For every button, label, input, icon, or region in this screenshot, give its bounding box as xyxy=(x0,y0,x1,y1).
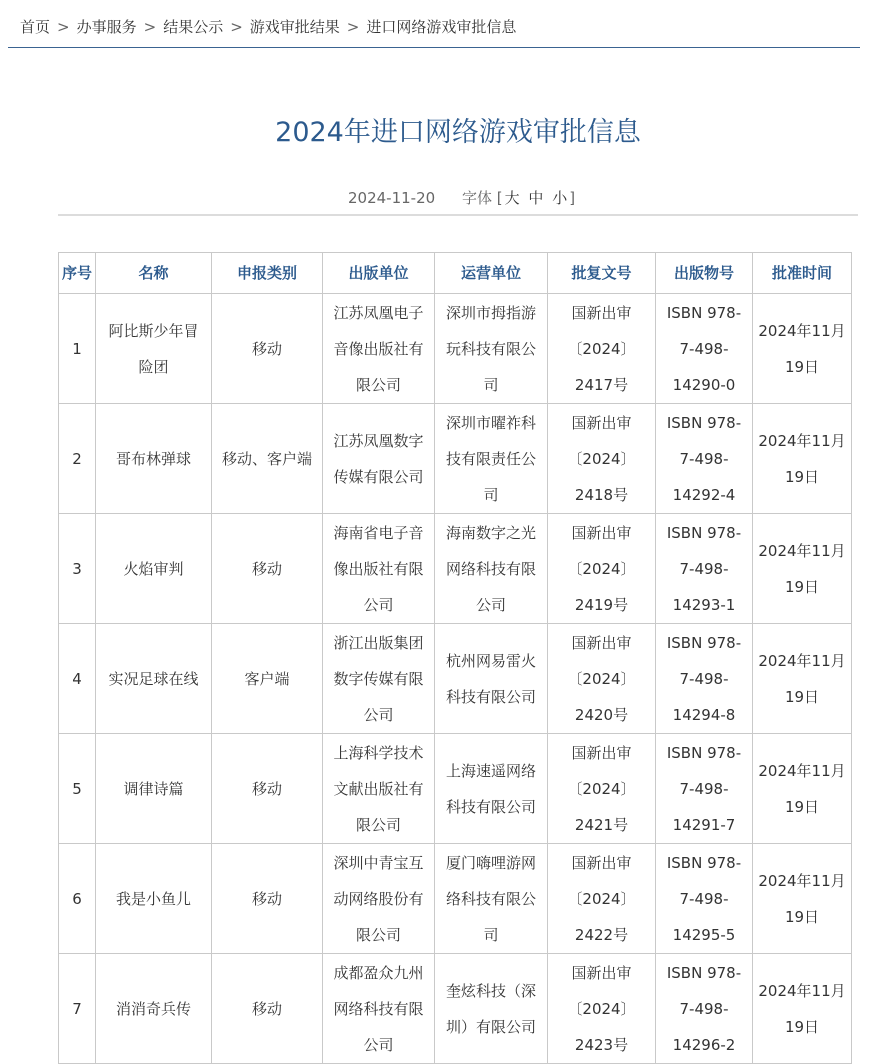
breadcrumb-game-approval-link[interactable]: 游戏审批结果 xyxy=(249,18,340,36)
breadcrumb-separator: > xyxy=(57,18,70,36)
cell-text: 上海速遥网络 科技有限公司 xyxy=(445,761,536,816)
cell-text: 杭州网易雷火 科技有限公司 xyxy=(445,651,536,706)
cell-approval-number xyxy=(548,514,656,624)
cell-publisher xyxy=(323,734,435,844)
cell-text: 深圳市曜祚科 技有限责任公 司 xyxy=(445,413,536,504)
cell-publisher xyxy=(323,624,435,734)
cell-text: 2024年11月 19日 xyxy=(758,871,846,926)
cell-approval-date xyxy=(753,514,852,624)
col-header-approval-date: 批准时间 xyxy=(753,253,852,294)
cell-text: ISBN 978- 7-498- 14292-4 xyxy=(666,413,742,504)
cell-category xyxy=(212,624,323,734)
cell-text: 2024年11月 19日 xyxy=(758,761,846,816)
cell-text: 5 xyxy=(72,779,82,798)
cell-text: 3 xyxy=(72,559,82,578)
breadcrumb-current-page-link[interactable]: 进口网络游戏审批信息 xyxy=(366,18,517,36)
cell-name xyxy=(96,844,212,954)
cell-name xyxy=(96,624,212,734)
cell-text: 2024年11月 19日 xyxy=(758,541,846,596)
col-header-publication-number: 出版物号 xyxy=(656,253,753,294)
table-header-row xyxy=(59,253,852,294)
cell-category xyxy=(212,404,323,514)
breadcrumb-services-link[interactable]: 办事服务 xyxy=(76,18,137,36)
cell-index xyxy=(59,954,96,1064)
cell-approval-number xyxy=(548,844,656,954)
font-size-large-button[interactable]: 大 xyxy=(504,189,520,207)
cell-text: ISBN 978- 7-498- 14296-2 xyxy=(666,963,742,1054)
cell-text: 6 xyxy=(72,889,82,908)
cell-approval-number xyxy=(548,624,656,734)
bracket-close: ] xyxy=(569,189,576,207)
table-row xyxy=(59,734,852,844)
cell-text: 7 xyxy=(72,999,82,1018)
table-row xyxy=(59,954,852,1064)
page-title: 2024年进口网络游戏审批信息 xyxy=(275,117,641,148)
cell-approval-number xyxy=(548,734,656,844)
cell-text: 国新出审 〔2024〕 2420号 xyxy=(567,633,636,724)
cell-publication-number xyxy=(656,404,753,514)
cell-text: 2024年11月 19日 xyxy=(758,321,846,376)
cell-text: 2024年11月 19日 xyxy=(758,981,846,1036)
cell-text: 火焰审判 xyxy=(123,559,184,578)
font-size-switcher xyxy=(462,189,575,207)
cell-index xyxy=(59,844,96,954)
cell-publication-number xyxy=(656,954,753,1064)
col-header-publisher: 出版单位 xyxy=(323,253,435,294)
breadcrumb-separator: > xyxy=(346,18,360,36)
cell-publisher xyxy=(323,514,435,624)
cell-name xyxy=(96,514,212,624)
cell-approval-date xyxy=(753,294,852,404)
col-header-operator: 运营单位 xyxy=(435,253,548,294)
cell-text: 2024年11月 19日 xyxy=(758,431,846,486)
cell-text: ISBN 978- 7-498- 14291-7 xyxy=(666,743,742,834)
cell-text: 国新出审 〔2024〕 2419号 xyxy=(567,523,636,614)
cell-approval-number xyxy=(548,294,656,404)
cell-text: 奎炫科技（深 圳）有限公司 xyxy=(445,981,536,1036)
cell-operator xyxy=(435,954,548,1064)
cell-text: 2024年11月 19日 xyxy=(758,651,846,706)
cell-text: ISBN 978- 7-498- 14294-8 xyxy=(666,633,742,724)
cell-approval-number xyxy=(548,954,656,1064)
cell-text: 江苏凤凰电子 音像出版社有 限公司 xyxy=(333,303,424,394)
cell-approval-number xyxy=(548,404,656,514)
cell-name xyxy=(96,734,212,844)
approval-table xyxy=(58,252,852,1064)
cell-text: 移动 xyxy=(251,889,282,908)
cell-text: 移动 xyxy=(251,559,282,578)
cell-text: 国新出审 〔2024〕 2423号 xyxy=(567,963,636,1054)
cell-publication-number xyxy=(656,844,753,954)
cell-text: 浙江出版集团 数字传媒有限 公司 xyxy=(333,633,424,724)
cell-category xyxy=(212,514,323,624)
cell-operator xyxy=(435,844,548,954)
cell-category xyxy=(212,844,323,954)
cell-text: 调律诗篇 xyxy=(123,779,184,798)
cell-approval-date xyxy=(753,404,852,514)
cell-operator xyxy=(435,624,548,734)
cell-approval-date xyxy=(753,624,852,734)
cell-operator xyxy=(435,734,548,844)
cell-text: 海南省电子音 像出版社有限 公司 xyxy=(333,523,424,614)
cell-text: 厦门嗨哩游网 络科技有限公 司 xyxy=(445,853,536,944)
cell-name xyxy=(96,294,212,404)
breadcrumb xyxy=(20,16,516,40)
table-row xyxy=(59,294,852,404)
cell-category xyxy=(212,954,323,1064)
cell-publication-number xyxy=(656,734,753,844)
breadcrumb-separator: > xyxy=(230,18,243,36)
cell-publication-number xyxy=(656,294,753,404)
cell-index xyxy=(59,514,96,624)
cell-operator xyxy=(435,294,548,404)
cell-publisher xyxy=(323,404,435,514)
cell-index xyxy=(59,734,96,844)
cell-publication-number xyxy=(656,514,753,624)
breadcrumb-separator: > xyxy=(143,18,157,36)
font-size-medium-button[interactable]: 中 xyxy=(528,189,544,207)
cell-text: 上海科学技术 文献出版社有 限公司 xyxy=(333,743,424,834)
cell-text: 移动 xyxy=(251,779,282,798)
cell-text: ISBN 978- 7-498- 14290-0 xyxy=(666,303,742,394)
cell-operator xyxy=(435,514,548,624)
cell-text: 1 xyxy=(72,339,82,358)
font-size-label: 字体 xyxy=(461,189,492,207)
col-header-approval-number: 批复文号 xyxy=(548,253,656,294)
cell-index xyxy=(59,404,96,514)
cell-index xyxy=(59,624,96,734)
cell-index xyxy=(59,294,96,404)
article-meta xyxy=(348,187,575,208)
cell-text: 国新出审 〔2024〕 2418号 xyxy=(567,413,636,504)
cell-text: 成都盈众九州 网络科技有限 公司 xyxy=(333,963,424,1054)
breadcrumb-divider xyxy=(8,47,860,48)
col-header-index: 序号 xyxy=(59,253,96,294)
cell-text: 移动 xyxy=(251,999,282,1018)
cell-text: ISBN 978- 7-498- 14295-5 xyxy=(666,853,742,944)
cell-text: 国新出审 〔2024〕 2422号 xyxy=(567,853,636,944)
cell-text: 2 xyxy=(72,449,82,468)
cell-operator xyxy=(435,404,548,514)
cell-publisher xyxy=(323,954,435,1064)
cell-name xyxy=(96,954,212,1064)
bracket-open: [ xyxy=(496,189,503,207)
cell-approval-date xyxy=(753,954,852,1064)
cell-text: 客户端 xyxy=(244,669,290,688)
cell-publisher xyxy=(323,844,435,954)
col-header-category: 申报类别 xyxy=(212,253,323,294)
font-size-small-button[interactable]: 小 xyxy=(552,189,568,207)
cell-text: 哥布林弹球 xyxy=(115,449,191,468)
table-row xyxy=(59,404,852,514)
cell-text: 移动、客户端 xyxy=(221,449,312,468)
cell-category xyxy=(212,734,323,844)
cell-text: 海南数字之光 网络科技有限 公司 xyxy=(445,523,536,614)
cell-text: 阿比斯少年冒 险团 xyxy=(108,321,199,376)
table-row xyxy=(59,844,852,954)
cell-text: 深圳中青宝互 动网络股份有 限公司 xyxy=(333,853,424,944)
cell-category xyxy=(212,294,323,404)
cell-text: 江苏凤凰数字 传媒有限公司 xyxy=(333,431,424,486)
cell-publisher xyxy=(323,294,435,404)
breadcrumb-home-link[interactable]: 首页 xyxy=(20,18,51,36)
col-header-name: 名称 xyxy=(96,253,212,294)
cell-publication-number xyxy=(656,624,753,734)
cell-text: ISBN 978- 7-498- 14293-1 xyxy=(666,523,742,614)
breadcrumb-results-link[interactable]: 结果公示 xyxy=(163,18,224,36)
cell-approval-date xyxy=(753,734,852,844)
cell-text: 实况足球在线 xyxy=(108,669,199,688)
cell-name xyxy=(96,404,212,514)
cell-approval-date xyxy=(753,844,852,954)
cell-text: 国新出审 〔2024〕 2417号 xyxy=(567,303,636,394)
cell-text: 消消奇兵传 xyxy=(115,999,191,1018)
meta-divider xyxy=(58,214,858,216)
cell-text: 移动 xyxy=(251,339,282,358)
table-row xyxy=(59,514,852,624)
cell-text: 国新出审 〔2024〕 2421号 xyxy=(567,743,636,834)
cell-text: 我是小鱼儿 xyxy=(115,889,191,908)
cell-text: 深圳市拇指游 玩科技有限公 司 xyxy=(445,303,536,394)
cell-text: 4 xyxy=(72,669,82,688)
table-row xyxy=(59,624,852,734)
publish-date: 2024-11-20 xyxy=(348,189,436,207)
